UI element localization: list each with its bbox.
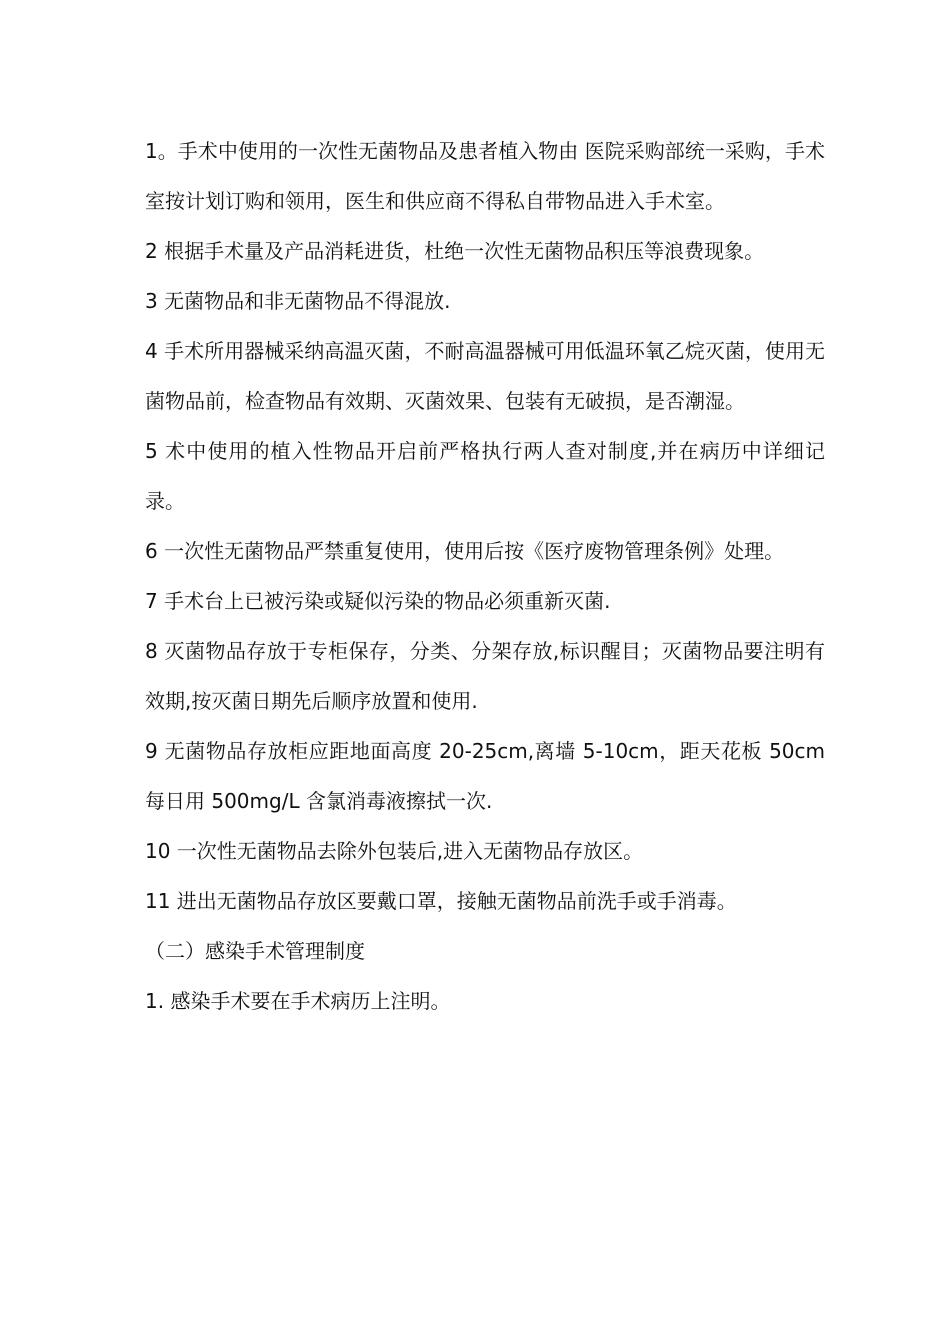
paragraph-6: 6 一次性无菌物品严禁重复使用，使用后按《医疗废物管理条例》处理。	[145, 539, 785, 563]
paragraph-4: 4 手术所用器械采纳高温灭菌，不耐高温器械可用低温环氧乙烷灭菌，使用无菌物品前，检查物品有效期、灭菌效果、包装有无破损，是否潮湿。	[145, 339, 825, 413]
paragraph-3: 3 无菌物品和非无菌物品不得混放.	[145, 289, 451, 313]
paragraph-1: 1。手术中使用的一次性无菌物品及患者植入物由 医院采购部统一采购，手术室按计划订购和领用，医生和供应商不得私自带物品进入手术室。	[145, 139, 825, 213]
paragraph-5: 5 术中使用的植入性物品开启前严格执行两人查对制度,并在病历中详细记录。	[145, 439, 825, 513]
section-item-1: 1. 感染手术要在手术病历上注明。	[145, 989, 451, 1013]
paragraph-11: 11 进出无菌物品存放区要戴口罩，接触无菌物品前洗手或手消毒。	[145, 889, 737, 913]
paragraph-10: 10 一次性无菌物品去除外包装后,进入无菌物品存放区。	[145, 839, 644, 863]
document-body	[145, 126, 825, 1026]
paragraph-9: 9 无菌物品存放柜应距地面高度 20-25cm,离墙 5-10cm，距天花板 50cm 每日用 500mg/L 含氯消毒液擦拭一次.	[145, 739, 825, 813]
paragraph-8: 8 灭菌物品存放于专柜保存，分类、分架存放,标识醒目；灭菌物品要注明有效期,按灭菌日期先后顺序放置和使用.	[145, 639, 825, 713]
paragraph-2: 2 根据手术量及产品消耗进货，杜绝一次性无菌物品积压等浪费现象。	[145, 239, 765, 263]
paragraph-7: 7 手术台上已被污染或疑似污染的物品必须重新灭菌.	[145, 589, 611, 613]
section-heading: （二）感染手术管理制度	[145, 939, 365, 963]
